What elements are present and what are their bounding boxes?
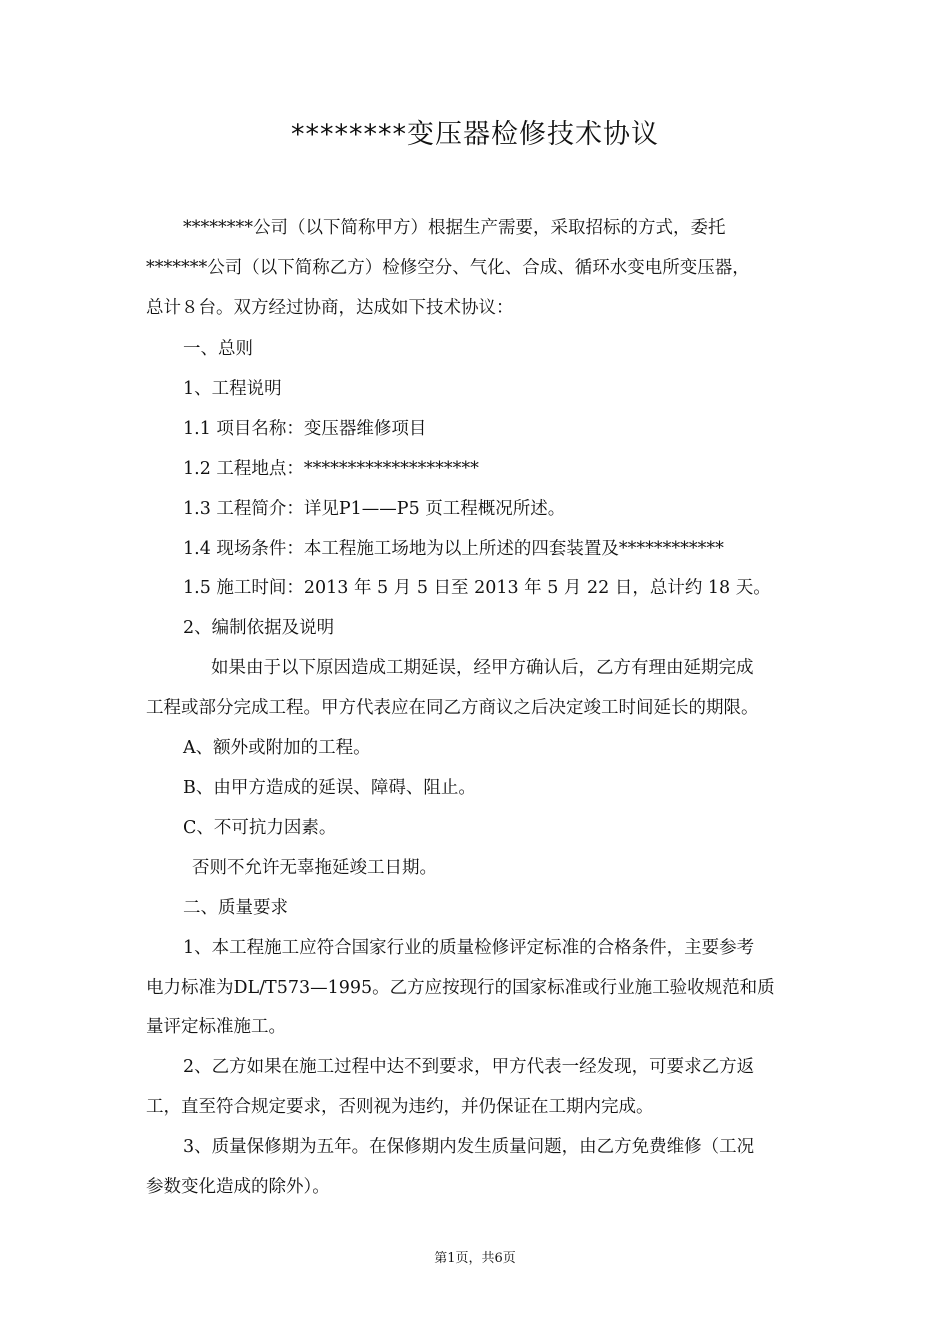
list-item: A、额外或附加的工程。 (183, 738, 371, 758)
document-title: ********变压器检修技术协议 (291, 119, 659, 150)
list-item: 1.3 工程简介：详见P1——P5 页工程概况所述。 (183, 499, 566, 519)
paragraph-line: 如果由于以下原因造成工期延误，经甲方确认后，乙方有理由延期完成 (211, 658, 754, 678)
paragraph-line: 量评定标准施工。 (146, 1017, 286, 1037)
paragraph-line: 1、本工程施工应符合国家行业的质量检修评定标准的合格条件，主要参考 (183, 938, 755, 958)
list-item: C、不可抗力因素。 (183, 818, 337, 838)
paragraph-line: 工程或部分完成工程。甲方代表应在同乙方商议之后决定竣工时间延长的期限。 (146, 698, 759, 718)
subsection-heading: 2、编制依据及说明 (183, 618, 335, 638)
section-heading: 二、质量要求 (183, 898, 288, 918)
subsection-heading: 1、工程说明 (183, 379, 282, 399)
paragraph-line: 参数变化造成的除外）。 (146, 1177, 330, 1197)
list-item: B、由甲方造成的延误、障碍、阻止。 (183, 778, 476, 798)
paragraph-line: 工，直至符合规定要求，否则视为违约，并仍保证在工期内完成。 (146, 1097, 654, 1117)
paragraph-line: 2、乙方如果在施工过程中达不到要求，甲方代表一经发现，可要求乙方返 (183, 1057, 755, 1077)
paragraph-line: 3、质量保修期为五年。在保修期内发生质量问题，由乙方免费维修（工况 (183, 1137, 755, 1157)
paragraph-line: ********公司（以下简称甲方）根据生产需要，采取招标的方式，委托 (183, 218, 726, 238)
paragraph-line: 总计８台。双方经过协商，达成如下技术协议： (146, 298, 514, 318)
paragraph-line: 电力标准为DL/T573—1995。乙方应按现行的国家标准或行业施工验收规范和质 (146, 978, 775, 998)
page-number-footer: 第1页，共6页 (434, 1251, 516, 1266)
list-item: 1.4 现场条件：本工程施工场地为以上所述的四套装置及************ (183, 539, 724, 559)
list-item: 1.1 项目名称：变压器维修项目 (183, 419, 427, 439)
section-heading: 一、总则 (183, 339, 253, 359)
list-item: 1.2 工程地点：******************** (183, 459, 479, 479)
list-item: 1.5 施工时间：2013 年 5 月 5 日至 2013 年 5 月 22 日，总计约 18 天。 (183, 578, 771, 598)
paragraph-line: 否则不允许无辜拖延竣工日期。 (192, 858, 437, 878)
paragraph-line: *******公司（以下简称乙方）检修空分、气化、合成、循环水变电所变压器， (146, 258, 750, 278)
